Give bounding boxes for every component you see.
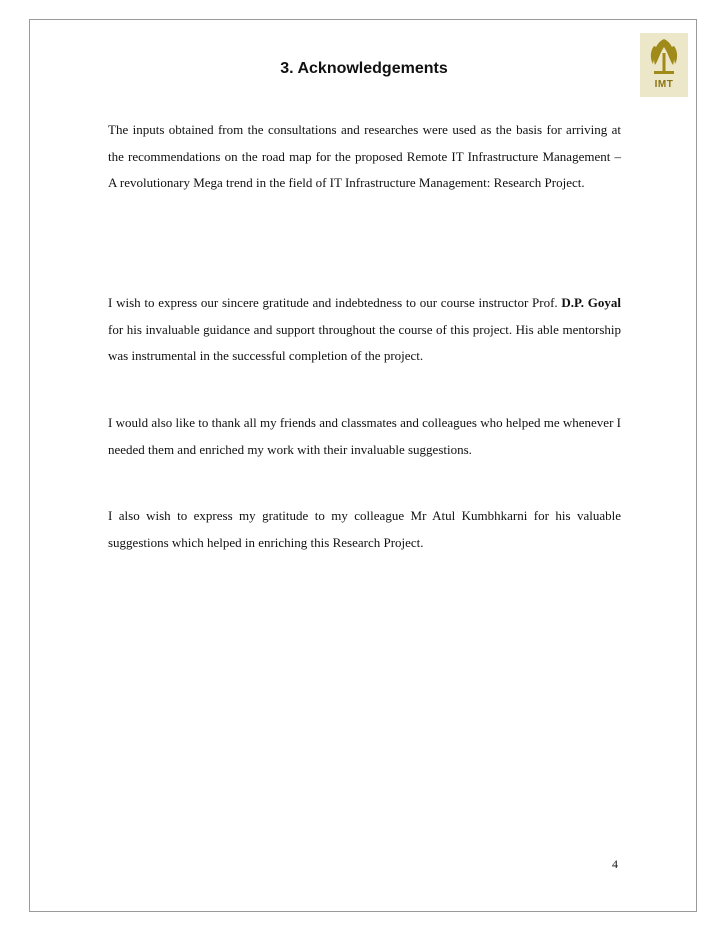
paragraph-colleague: I also wish to express my gratitude to my colleague Mr Atul Kumbhkarni for his valuable suggestions which helped in enriching this Research Project.	[108, 508, 621, 550]
paragraph-friends: I would also like to thank all my friends and classmates and colleagues who helped me whenever I needed them and enriched my work with their invaluable suggestions.	[108, 415, 621, 457]
paragraph-inputs: The inputs obtained from the consultations and researches were used as the basis for arriving at the recommendations on the road map for the proposed Remote IT Infrastructure Management – A revolutionary Mega trend in the field of IT Infrastructure Management: Research Project.	[108, 122, 621, 190]
page-number: 4	[612, 857, 618, 871]
instructor-name: D.P. Goyal	[561, 295, 622, 310]
page-title: 3. Acknowledgements	[280, 60, 448, 77]
paragraph-gratitude-lead: I wish to express our sincere gratitude and indebtedness to our course instructor Prof.	[108, 295, 562, 310]
logo-text: IMT	[654, 79, 674, 90]
paragraph-gratitude-rest: for his invaluable guidance and support throughout the course of this project. His able mentorship was instrumental in the successful completion of the project.	[108, 321, 621, 363]
paragraph-gratitude-instructor	[108, 290, 621, 370]
